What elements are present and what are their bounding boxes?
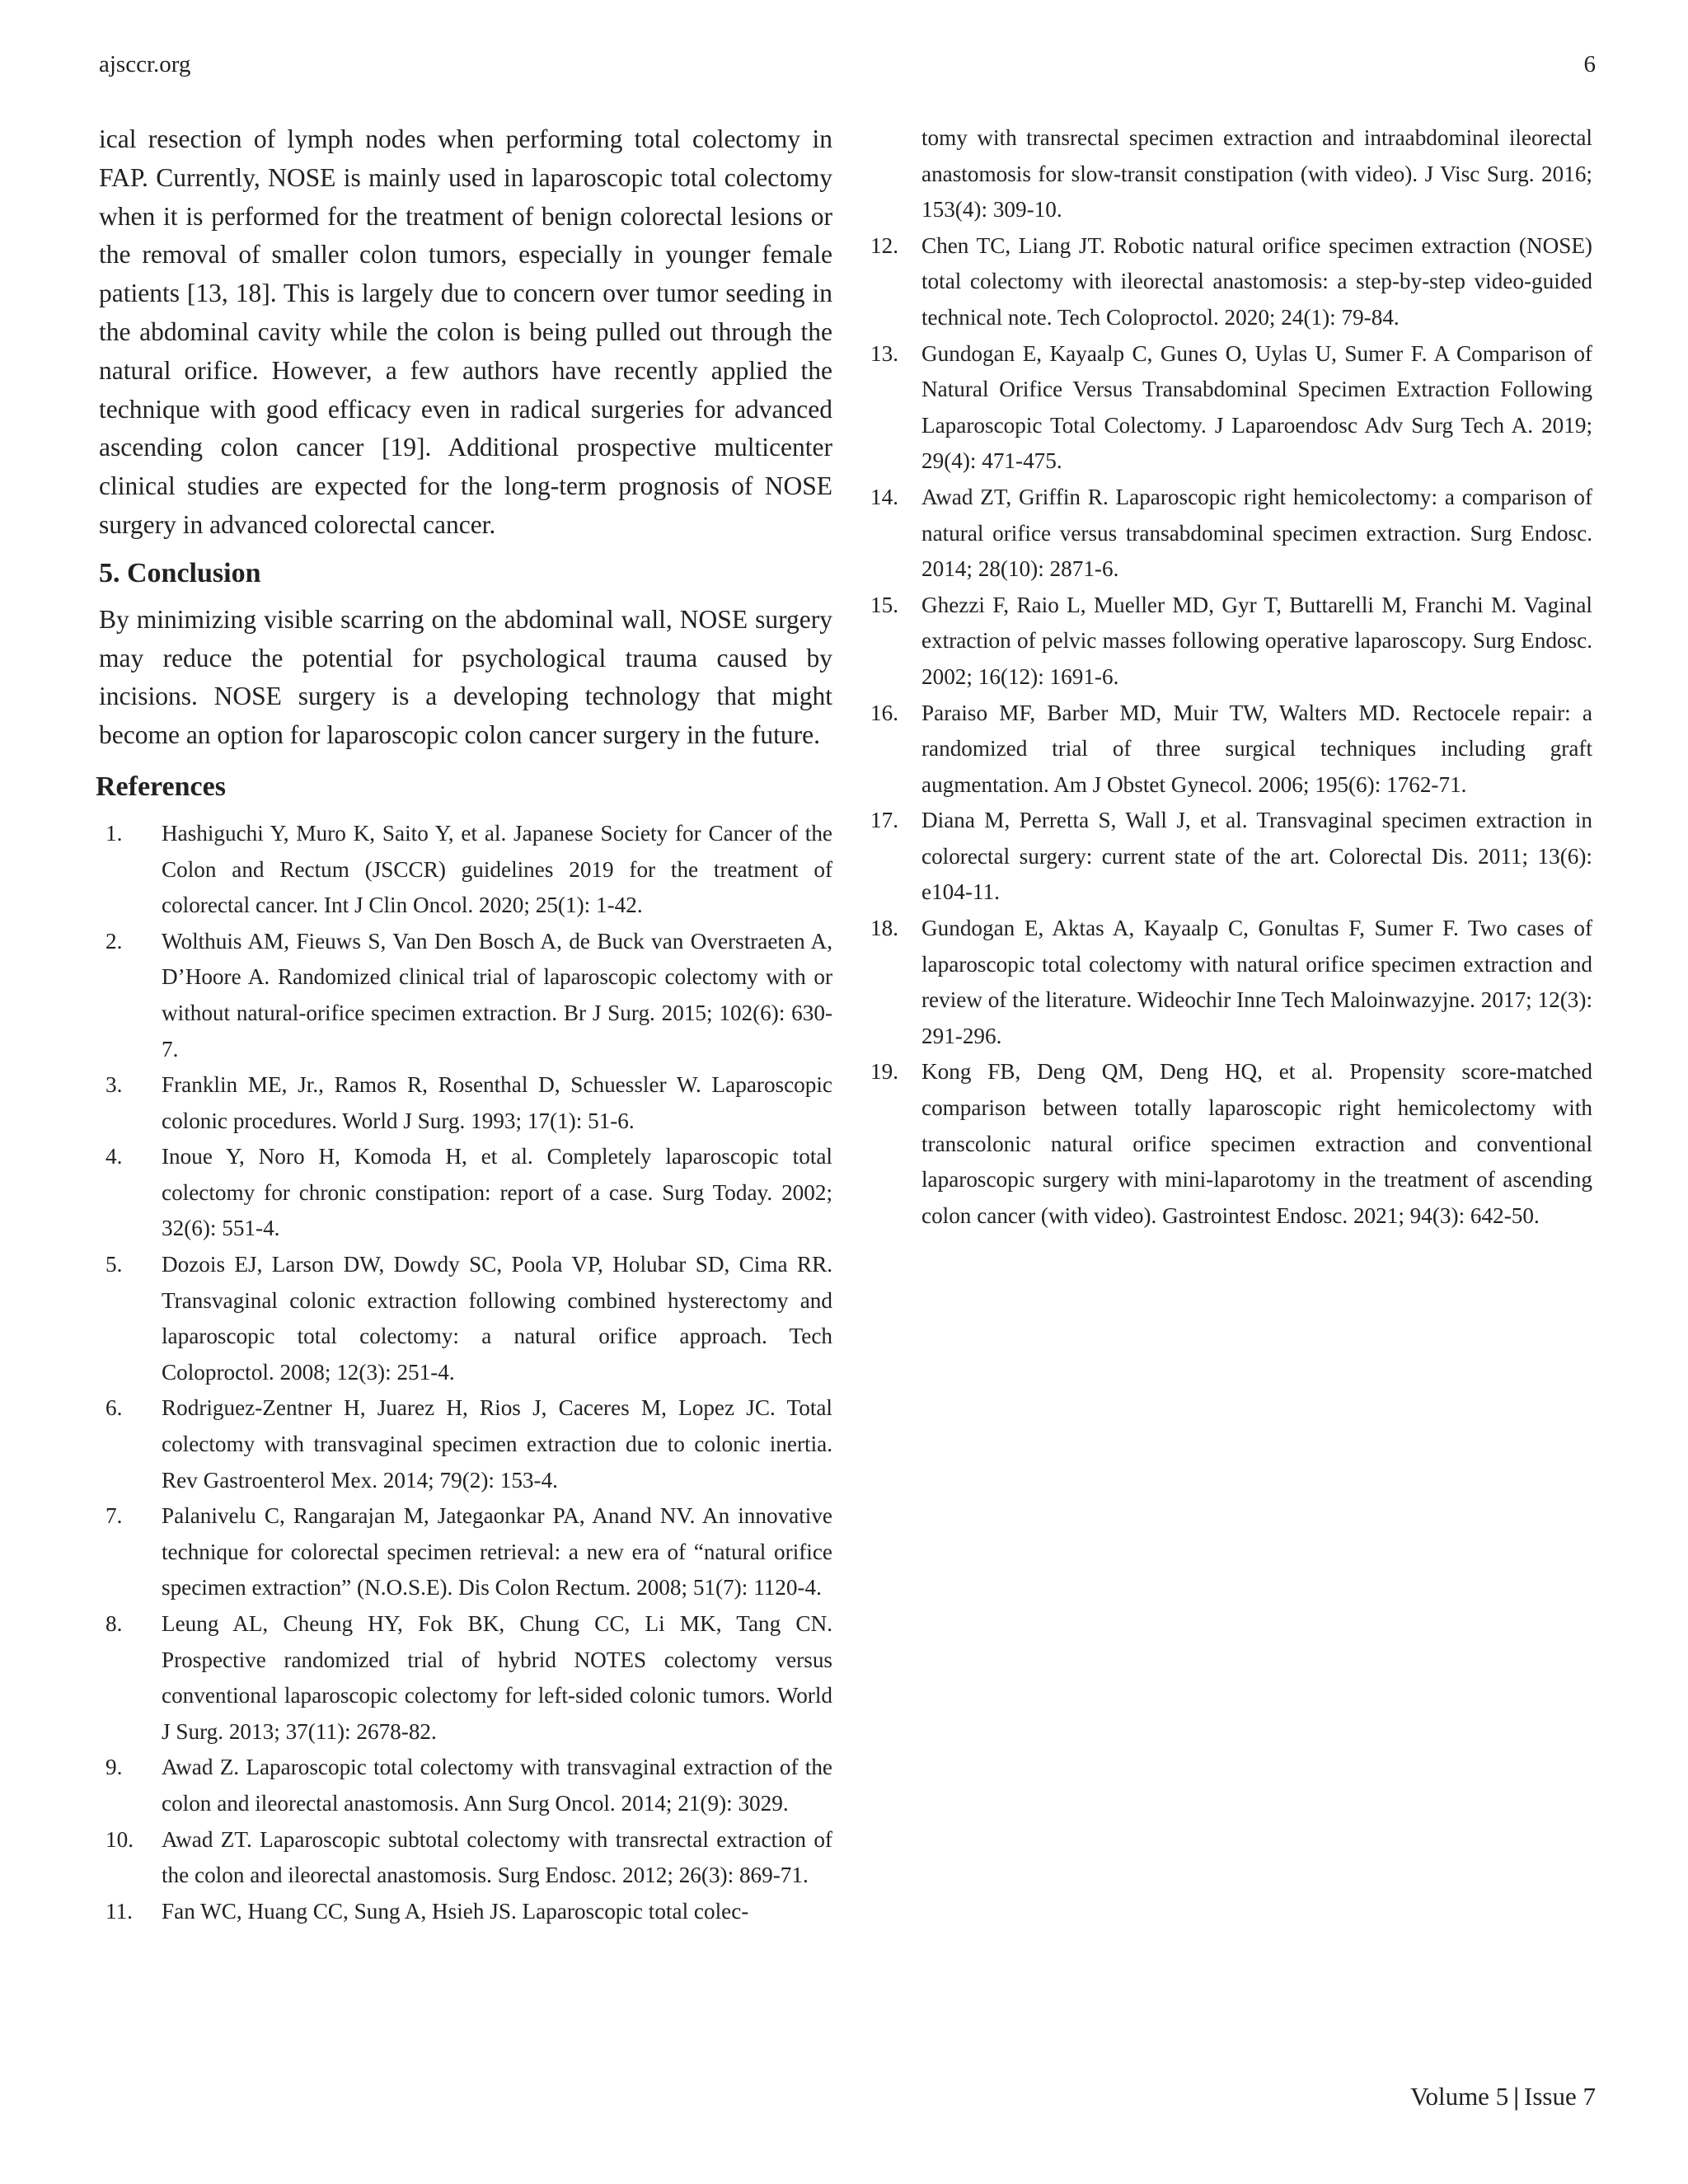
reference-item <box>99 1247 832 1390</box>
reference-item <box>859 588 1592 696</box>
conclusion-heading: 5. Conclusion <box>99 557 261 588</box>
reference-number: 5. <box>106 1252 123 1277</box>
reference-item <box>859 696 1592 804</box>
reference-text: Hashiguchi Y, Muro K, Saito Y, et al. Japanese Society for Cancer of the Colon and Rectum (JSCCR) guidelines 2019 for the treatment of colorectal cancer. Int J Clin Oncol. 2020; 25(1): 1-42. <box>162 820 832 918</box>
reference-item <box>99 816 832 924</box>
reference-text: Diana M, Perretta S, Wall J, et al. Transvaginal specimen extraction in colorectal surgery: current state of the art. Colorectal Dis. 2011; 13(6): e104-11. <box>921 808 1592 905</box>
reference-list-right <box>859 228 1592 1235</box>
reference-text: Wolthuis AM, Fieuws S, Van Den Bosch A, de Buck van Overstraeten A, D’Hoore A. Randomized clinical trial of laparoscopic colectomy with or without natural-orifice specimen extraction. Br J Surg. 2015; 102(6): 630-7. <box>162 928 832 1062</box>
volume-label: Volume 5 <box>1410 2082 1509 2111</box>
reference-item <box>99 1894 832 1930</box>
reference-text: Awad Z. Laparoscopic total colectomy with transvaginal extraction of the colon and ileorectal anastomosis. Ann Surg Oncol. 2014; 21(9): 3029. <box>162 1755 832 1816</box>
reference-number: 9. <box>106 1755 123 1780</box>
reference-text: Awad ZT, Griffin R. Laparoscopic right hemicolectomy: a comparison of natural orifice versus transabdominal specimen extraction. Surg Endosc. 2014; 28(10): 2871-6. <box>921 484 1592 582</box>
body-paragraph: ical resection of lymph nodes when performing total colectomy in FAP. Currently, NOSE is mainly used in laparoscopic total colectomy when it is performed for the treatment of benign colorectal lesions or the removal of smaller colon tumors, especially in younger female patients [13, 18]. This is largely due to concern over tumor seeding in the abdominal cavity while the colon is being pulled out through the natural orifice. However, a few authors have recently applied the technique with good efficacy even in radical surgeries for advanced ascending colon cancer [19]. Additional prospective multicenter clinical studies are expected for the long-term prognosis of NOSE surgery in advanced colorectal cancer. <box>99 124 832 539</box>
reference-number: 6. <box>106 1395 123 1421</box>
reference-continuation: tomy with transrectal specimen extraction and intraabdominal ileorectal anastomosis for slow-transit constipation (with video). J Visc Surg. 2016; 153(4): 309-10. <box>921 125 1592 223</box>
reference-number: 14. <box>870 484 898 509</box>
reference-item <box>99 1822 832 1894</box>
reference-item <box>99 1139 832 1247</box>
reference-item <box>859 480 1592 588</box>
footer-volume-issue <box>1410 2082 1596 2111</box>
reference-text: Inoue Y, Noro H, Komoda H, et al. Completely laparoscopic total colectomy for chronic constipation: report of a case. Surg Today. 2002; 32(6): 551-4. <box>162 1144 832 1241</box>
reference-number: 18. <box>870 916 898 941</box>
reference-text: Chen TC, Liang JT. Robotic natural orifice specimen extraction (NOSE) total colectomy with ileorectal anastomosis: a step-by-step video-guided technical note. Tech Coloproctol. 2020; 24(1): 79-84. <box>921 232 1592 330</box>
left-column <box>96 120 832 1929</box>
reference-item <box>99 1390 832 1498</box>
reference-text: Ghezzi F, Raio L, Mueller MD, Gyr T, Buttarelli M, Franchi M. Vaginal extraction of pelvic masses following operative laparoscopy. Surg Endosc. 2002; 16(12): 1691-6. <box>921 592 1592 689</box>
reference-text: Gundogan E, Aktas A, Kayaalp C, Gonultas F, Sumer F. Two cases of laparoscopic total colectomy with natural orifice specimen extraction and review of the literature. Wideochir Inne Tech Maloinwazyjne. 2017; 12(3): 291-296. <box>921 916 1592 1048</box>
reference-text: Palanivelu C, Rangarajan M, Jategaonkar PA, Anand NV. An innovative technique for colorectal specimen retrieval: a new era of “natural orifice specimen extraction” (N.O.S.E). Dis Colon Rectum. 2008; 51(7): 1120-4. <box>162 1503 832 1601</box>
reference-text: Franklin ME, Jr., Ramos R, Rosenthal D, Schuessler W. Laparoscopic colonic procedures. World J Surg. 1993; 17(1): 51-6. <box>162 1072 832 1133</box>
reference-text: Gundogan E, Kayaalp C, Gunes O, Uylas U, Sumer F. A Comparison of Natural Orifice Versus Transabdominal Specimen Extraction Following Laparoscopic Total Colectomy. J Laparoendosc Adv Surg Tech A. 2019; 29(4): 471-475. <box>921 340 1592 474</box>
reference-item <box>99 1498 832 1606</box>
reference-item <box>859 1054 1592 1234</box>
reference-text: Leung AL, Cheung HY, Fok BK, Chung CC, Li MK, Tang CN. Prospective randomized trial of hybrid NOTES colectomy versus conventional laparoscopic colectomy for left-sided colonic tumors. World J Surg. 2013; 37(11): 2678-82. <box>162 1611 832 1744</box>
conclusion-text: By minimizing visible scarring on the abdominal wall, NOSE surgery may reduce the potential for psychological trauma caused by incisions. NOSE surgery is a developing technology that might become an option for laparoscopic colon cancer surgery in the future. <box>99 604 832 750</box>
reference-number: 4. <box>106 1144 123 1169</box>
reference-item <box>99 1606 832 1750</box>
page-number: 6 <box>1583 51 1596 77</box>
reference-number: 16. <box>870 700 898 725</box>
reference-number: 8. <box>106 1611 123 1637</box>
reference-item <box>99 1750 832 1821</box>
reference-item <box>859 228 1592 336</box>
journal-site: ajsccr.org <box>99 51 191 77</box>
issue-label: Issue 7 <box>1524 2082 1596 2111</box>
reference-item <box>859 336 1592 480</box>
reference-text: Dozois EJ, Larson DW, Dowdy SC, Poola VP, Holubar SD, Cima RR. Transvaginal colonic extraction following combined hysterectomy and laparoscopic total colectomy: a natural orifice approach. Tech Coloproctol. 2008; 12(3): 251-4. <box>162 1252 832 1385</box>
reference-item <box>859 803 1592 911</box>
reference-text: Rodriguez-Zentner H, Juarez H, Rios J, Caceres M, Lopez JC. Total colectomy with transvaginal specimen extraction due to colonic inertia. Rev Gastroenterol Mex. 2014; 79(2): 153-4. <box>162 1395 832 1493</box>
reference-number: 13. <box>870 340 898 366</box>
footer-separator: | <box>1513 2082 1520 2111</box>
reference-number: 17. <box>870 808 898 833</box>
reference-number: 2. <box>106 928 123 954</box>
reference-number: 7. <box>106 1503 123 1529</box>
reference-item <box>99 924 832 1067</box>
reference-number: 11. <box>106 1898 133 1924</box>
reference-item <box>859 911 1592 1054</box>
references-heading: References <box>96 771 226 802</box>
reference-list-left <box>99 816 832 1929</box>
reference-text: Paraiso MF, Barber MD, Muir TW, Walters MD. Rectocele repair: a randomized trial of three surgical techniques including graft augmentation. Am J Obstet Gynecol. 2006; 195(6): 1762-71. <box>921 700 1592 797</box>
reference-number: 3. <box>106 1072 123 1098</box>
reference-number: 19. <box>870 1059 898 1085</box>
reference-number: 1. <box>106 820 123 846</box>
reference-number: 10. <box>106 1826 134 1852</box>
reference-item <box>99 1067 832 1139</box>
reference-text: Awad ZT. Laparoscopic subtotal colectomy with transrectal extraction of the colon and ileorectal anastomosis. Surg Endosc. 2012; 26(3): 869-71. <box>162 1826 832 1888</box>
reference-text: Fan WC, Huang CC, Sung A, Hsieh JS. Laparoscopic total colec- <box>162 1898 749 1924</box>
reference-number: 15. <box>870 592 898 617</box>
reference-text: Kong FB, Deng QM, Deng HQ, et al. Propensity score-matched comparison between totally laparoscopic right hemicolectomy with transcolonic natural orifice specimen extraction and conventional laparoscopic surgery with mini-laparotomy in the treatment of ascending colon cancer (with video). Gastrointest Endosc. 2021; 94(3): 642-50. <box>921 1059 1592 1228</box>
right-column <box>859 120 1592 1234</box>
reference-number: 12. <box>870 232 898 258</box>
